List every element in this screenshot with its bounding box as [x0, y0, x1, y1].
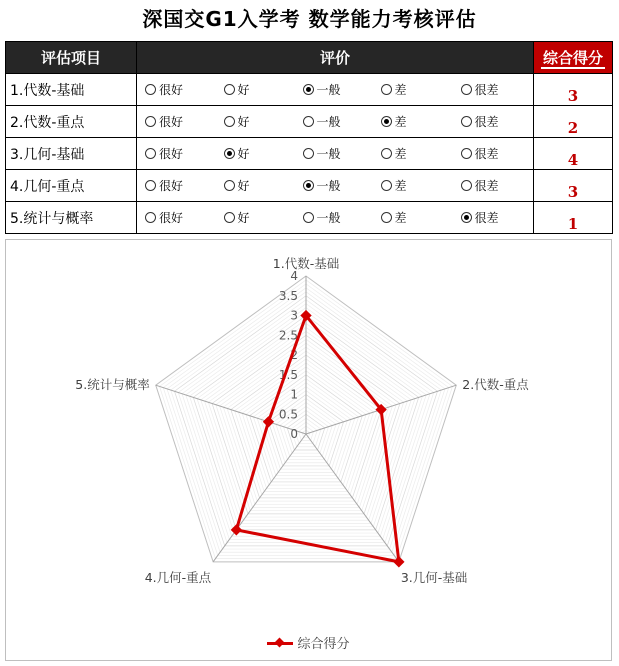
table-row — [6, 138, 613, 170]
rating-option[interactable] — [216, 170, 295, 202]
radio-button-icon[interactable] — [145, 148, 156, 159]
category-label: 5.统计与概率 — [75, 377, 150, 393]
data-point-marker — [263, 416, 274, 427]
radio-button-icon[interactable] — [461, 180, 472, 191]
rating-option-label: 一般 — [316, 147, 341, 161]
score-value: 3 — [534, 74, 613, 106]
rating-option[interactable] — [216, 106, 295, 138]
category-label: 3.几何-基础 — [400, 569, 468, 585]
table-row — [6, 106, 613, 138]
score-value: 2 — [534, 106, 613, 138]
rating-option-label: 很好 — [159, 147, 184, 161]
radio-button-icon[interactable] — [303, 212, 314, 223]
radio-button-icon[interactable] — [381, 180, 392, 191]
rating-option[interactable] — [453, 106, 534, 138]
header-score: 综合得分 — [534, 42, 613, 74]
row-label: 5.统计与概率 — [6, 202, 137, 234]
rating-option[interactable] — [216, 202, 295, 234]
row-label: 3.几何-基础 — [6, 138, 137, 170]
tick-label: 4 — [290, 269, 298, 283]
rating-option-label: 很好 — [159, 83, 184, 97]
radio-button-icon[interactable] — [303, 148, 314, 159]
radio-button-icon[interactable] — [461, 84, 472, 95]
table-row — [6, 170, 613, 202]
evaluation-table — [5, 41, 613, 234]
table-row — [6, 74, 613, 106]
legend-swatch-icon — [267, 637, 293, 649]
rating-option-label: 很差 — [474, 83, 499, 97]
rating-option-label: 一般 — [316, 211, 341, 225]
radio-button-icon[interactable] — [224, 148, 235, 159]
rating-option[interactable] — [373, 106, 453, 138]
page-title: 深国交G1入学考 数学能力考核评估 — [142, 7, 477, 31]
rating-option[interactable] — [137, 202, 216, 234]
rating-option-label: 很差 — [474, 115, 499, 129]
rating-option-label: 差 — [394, 147, 407, 161]
rating-option[interactable] — [453, 138, 534, 170]
radio-button-icon[interactable] — [381, 116, 392, 127]
rating-option-label: 好 — [237, 147, 250, 161]
category-label: 1.代数-基础 — [272, 256, 340, 271]
rating-option[interactable] — [295, 170, 373, 202]
radar-chart-svg — [6, 240, 611, 660]
tick-label: 3 — [290, 308, 298, 323]
radio-button-icon[interactable] — [381, 148, 392, 159]
tick-label: 0 — [290, 427, 298, 441]
rating-option-label: 差 — [394, 179, 407, 193]
rating-option[interactable] — [137, 74, 216, 106]
rating-option[interactable] — [373, 202, 453, 234]
radio-button-icon[interactable] — [145, 212, 156, 223]
tick-label: 3.5 — [278, 288, 298, 303]
rating-option[interactable] — [373, 74, 453, 106]
radio-button-icon[interactable] — [461, 148, 472, 159]
row-label: 1.代数-基础 — [6, 74, 137, 106]
radio-button-icon[interactable] — [303, 180, 314, 191]
rating-option-label: 一般 — [316, 83, 341, 97]
rating-option[interactable] — [295, 138, 373, 170]
radar-chart — [5, 239, 612, 661]
rating-option[interactable] — [216, 74, 295, 106]
rating-option-label: 好 — [237, 179, 250, 193]
table-header-row — [6, 42, 613, 74]
radio-button-icon[interactable] — [145, 180, 156, 191]
rating-option[interactable] — [453, 74, 534, 106]
score-value: 1 — [534, 202, 613, 234]
rating-option-label: 好 — [237, 115, 250, 129]
rating-option[interactable] — [295, 202, 373, 234]
radio-button-icon[interactable] — [224, 212, 235, 223]
radio-button-icon[interactable] — [145, 116, 156, 127]
radio-button-icon[interactable] — [303, 116, 314, 127]
radio-button-icon[interactable] — [224, 116, 235, 127]
rating-option[interactable] — [295, 106, 373, 138]
rating-option-label: 很差 — [474, 147, 499, 161]
rating-option-label: 差 — [394, 211, 407, 225]
rating-option[interactable] — [137, 138, 216, 170]
radio-button-icon[interactable] — [224, 180, 235, 191]
rating-option-label: 很好 — [159, 115, 184, 129]
category-label: 4.几何-重点 — [144, 569, 212, 585]
tick-label: 1.5 — [278, 367, 298, 382]
rating-option-label: 差 — [394, 115, 407, 129]
tick-label: 1 — [290, 387, 298, 402]
radio-button-icon[interactable] — [461, 212, 472, 223]
rating-option[interactable] — [295, 74, 373, 106]
rating-option-label: 很差 — [474, 179, 499, 193]
row-label: 2.代数-重点 — [6, 106, 137, 138]
rating-option[interactable] — [216, 138, 295, 170]
rating-option-label: 好 — [237, 211, 250, 225]
rating-option-label: 一般 — [316, 179, 341, 193]
table-row — [6, 202, 613, 234]
rating-option-label: 好 — [237, 83, 250, 97]
rating-option-label: 很差 — [474, 211, 499, 225]
radio-button-icon[interactable] — [145, 84, 156, 95]
score-value: 3 — [534, 170, 613, 202]
score-value: 4 — [534, 138, 613, 170]
tick-label: 2.5 — [278, 328, 298, 343]
rating-option[interactable] — [453, 202, 534, 234]
row-label: 4.几何-重点 — [6, 170, 137, 202]
rating-option[interactable] — [137, 170, 216, 202]
chart-legend — [6, 633, 611, 652]
header-item: 评估项目 — [6, 42, 137, 74]
rating-option[interactable] — [373, 138, 453, 170]
radio-button-icon[interactable] — [303, 84, 314, 95]
radio-button-icon[interactable] — [224, 84, 235, 95]
radio-button-icon[interactable] — [461, 116, 472, 127]
radio-button-icon[interactable] — [381, 212, 392, 223]
rating-option-label: 很好 — [159, 211, 184, 225]
rating-option-label: 很好 — [159, 179, 184, 193]
rating-option[interactable] — [453, 170, 534, 202]
rating-option[interactable] — [137, 106, 216, 138]
tick-label: 0.5 — [278, 407, 298, 422]
category-label: 2.代数-重点 — [462, 377, 529, 393]
header-rating: 评价 — [137, 42, 534, 74]
legend-label: 综合得分 — [297, 637, 350, 652]
data-point-marker — [231, 524, 242, 535]
data-point-marker — [393, 556, 404, 567]
tick-label: 2 — [290, 348, 298, 362]
rating-option-label: 差 — [394, 83, 407, 97]
radio-button-icon[interactable] — [381, 84, 392, 95]
rating-option-label: 一般 — [316, 115, 341, 129]
rating-option[interactable] — [373, 170, 453, 202]
